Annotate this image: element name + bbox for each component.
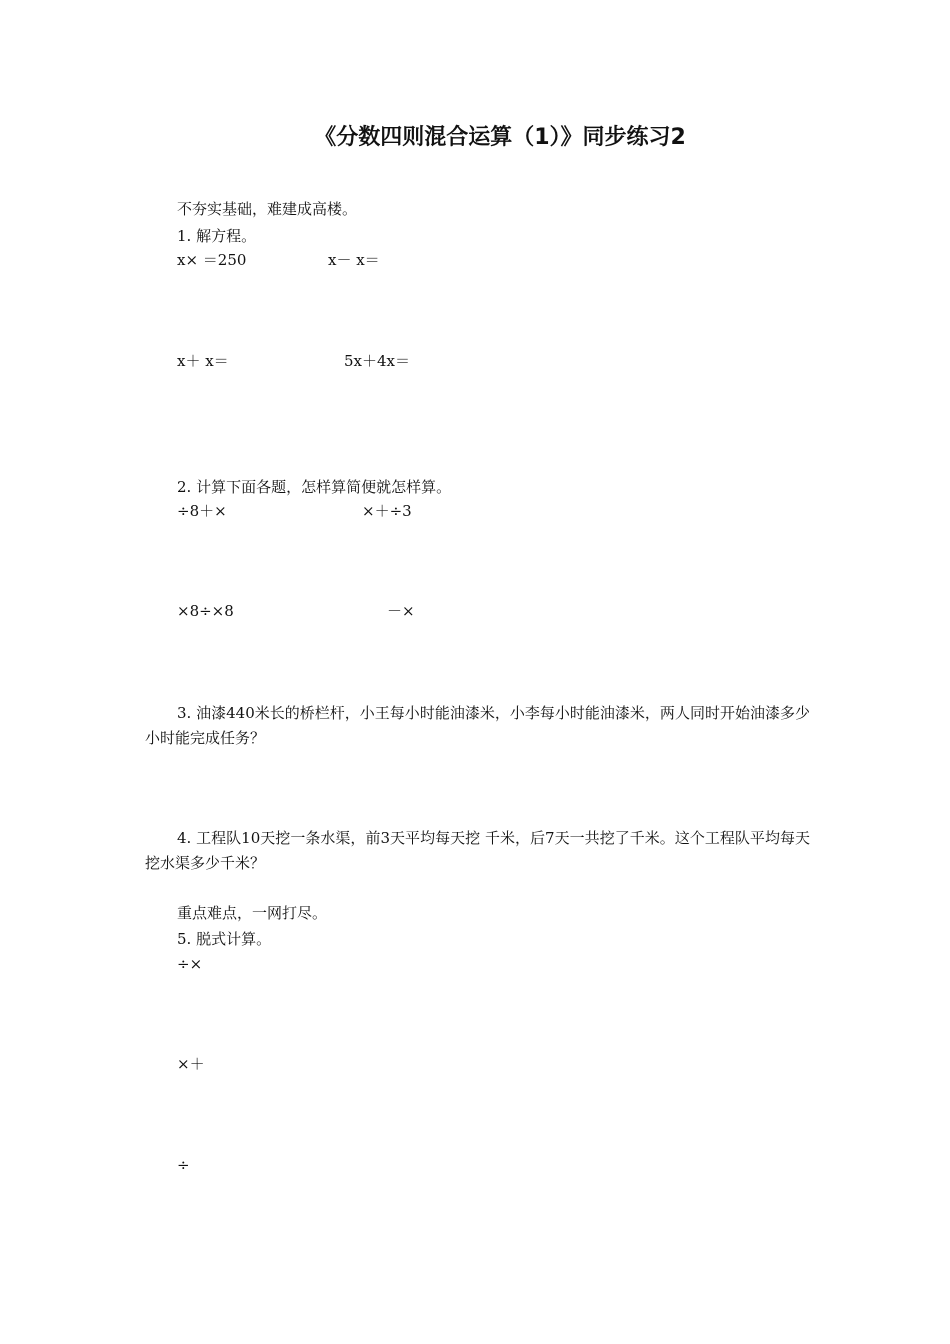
q5-expression-b: ×＋ <box>177 1055 205 1073</box>
q5-expression-c: ÷ <box>177 1156 190 1174</box>
section-heading: 重点难点，一网打尽。 <box>177 904 328 922</box>
page-title: 《分数四则混合运算（1）》同步练习2 <box>314 125 686 150</box>
q2-expression-d: －× <box>387 602 415 620</box>
q1-equation-a: x× ＝250 <box>177 251 247 269</box>
q4-problem-text: 4. 工程队10天挖一条水渠，前3天平均每天挖 千米，后7天一共挖了千米。这个工程队平均每天挖水渠多少千米？ <box>145 829 810 872</box>
q2-expression-a: ÷8＋× <box>177 502 227 520</box>
q3-problem-text: 3. 油漆440米长的桥栏杆，小王每小时能油漆米，小李每小时能油漆米，两人同时开始油漆多少小时能完成任务？ <box>145 704 810 747</box>
q5-heading: 5. 脱式计算。 <box>177 930 272 948</box>
q1-equation-c: x＋ x＝ <box>177 352 229 370</box>
q2-expression-c: ×8÷×8 <box>177 602 234 620</box>
q2-expression-b: ×＋÷3 <box>362 502 412 520</box>
intro-text: 不夯实基础，难建成高楼。 <box>177 200 358 218</box>
q1-equation-b: x－ x＝ <box>328 251 380 269</box>
q1-heading: 1. 解方程。 <box>177 227 257 245</box>
q2-heading: 2. 计算下面各题，怎样算简便就怎样算。 <box>177 478 452 496</box>
q1-equation-d: 5x＋4x＝ <box>344 352 411 370</box>
q5-expression-a: ÷× <box>177 955 203 973</box>
